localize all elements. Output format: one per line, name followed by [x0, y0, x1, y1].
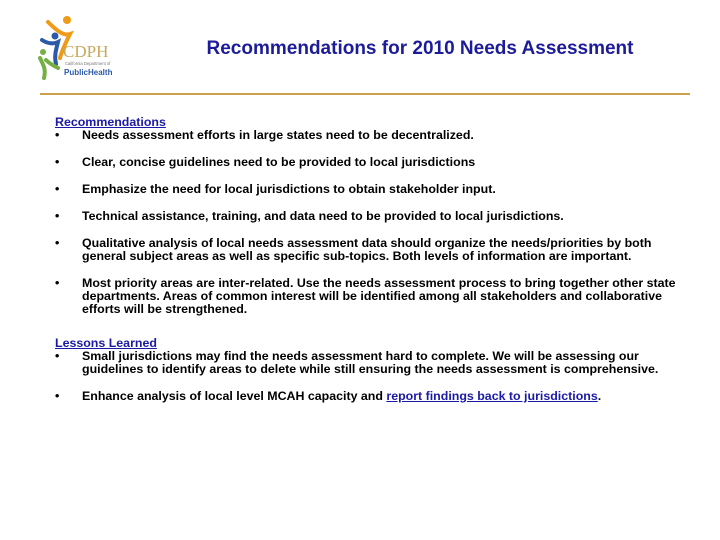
- slide-content: [55, 116, 695, 403]
- bullet: •: [55, 276, 60, 290]
- list-item-text: Qualitative analysis of local needs assessment data should organize the needs/priorities by both general subject areas as well as specific sub-topics. Both levels of information are important.: [82, 236, 652, 263]
- bullet: •: [55, 155, 60, 169]
- header-divider: [40, 93, 690, 95]
- bullet: •: [55, 182, 60, 196]
- bullet: •: [55, 349, 60, 363]
- list-item-text-suffix: .: [597, 389, 602, 403]
- logo-subtitle: California Department of: [65, 61, 111, 66]
- list-item: [55, 390, 695, 403]
- list-item-text-prefix: Enhance analysis of local level MCAH capacity and: [82, 389, 387, 403]
- logo-wordmark: CDPH: [63, 42, 109, 61]
- bullet: •: [55, 209, 60, 223]
- list-item-text: Small jurisdictions may find the needs assessment hard to complete. We will be assessing our guidelines to identify areas to delete while still ensuring the needs assessment is comprehensive.: [82, 349, 659, 376]
- list-item: [55, 129, 695, 142]
- page-title: Recommendations for 2010 Needs Assessment: [206, 38, 634, 59]
- lessons-list: [55, 350, 695, 403]
- list-item-text: Emphasize the need for local jurisdictions to obtain stakeholder input.: [82, 182, 496, 196]
- cdph-logo: [36, 10, 118, 82]
- lessons-learned-heading: Lessons Learned: [55, 336, 157, 350]
- logo-figure-green-head: [40, 49, 46, 55]
- bullet: •: [55, 128, 60, 142]
- report-findings-link[interactable]: report findings back to jurisdictions: [386, 389, 598, 403]
- list-item-text: Most priority areas are inter-related. Use the needs assessment process to bring together other state departments. Areas of common interest will be identified among all stakeholders and collaborative efforts will be strengthened.: [82, 276, 676, 316]
- logo-figure-blue-head: [52, 33, 59, 40]
- list-item: [55, 183, 695, 196]
- list-item: [55, 237, 695, 263]
- list-item-text: Technical assistance, training, and data need to be provided to local jurisdictions.: [82, 209, 564, 223]
- list-item: [55, 350, 695, 376]
- recommendations-heading: Recommendations: [55, 115, 166, 129]
- bullet: •: [55, 389, 60, 403]
- list-item-text: Needs assessment efforts in large states need to be decentralized.: [82, 128, 474, 142]
- list-item: [55, 210, 695, 223]
- list-item-text: Clear, concise guidelines need to be provided to local jurisdictions: [82, 155, 476, 169]
- bullet: •: [55, 236, 60, 250]
- list-item-text: [82, 389, 601, 403]
- recommendations-list: [55, 129, 695, 316]
- list-item: [55, 156, 695, 169]
- logo-public-health: PublicHealth: [64, 68, 113, 77]
- list-item: [55, 277, 695, 316]
- cdph-logo-graphic: [36, 10, 118, 82]
- logo-figure-orange-head: [63, 16, 71, 24]
